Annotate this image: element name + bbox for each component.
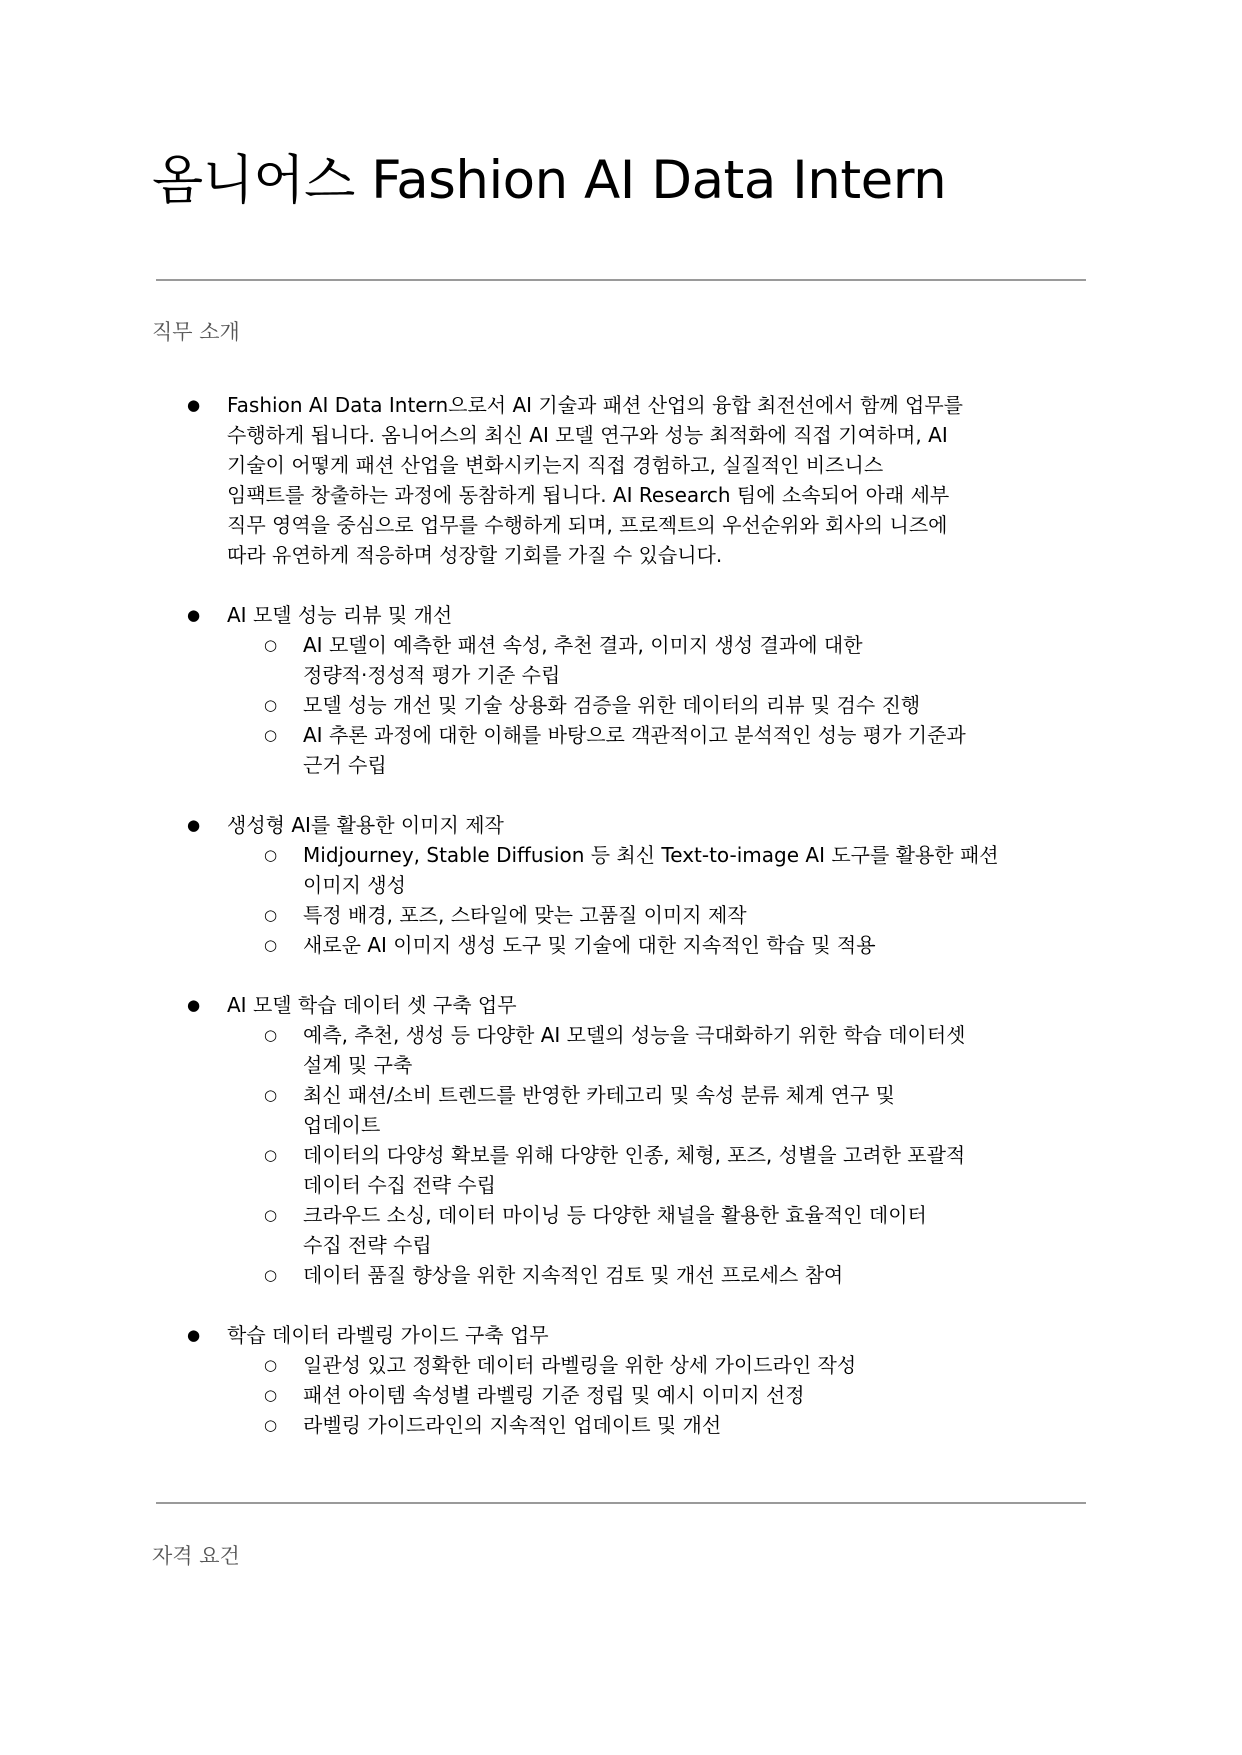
hollow-bullet-icon: ○ xyxy=(264,1206,278,1224)
sub-bullet-text: 새로운 AI 이미지 생성 도구 및 기술에 대한 지속적인 학습 및 적용 xyxy=(303,933,876,957)
sub-bullet-item xyxy=(0,1410,1097,1440)
hollow-bullet-icon: ○ xyxy=(264,846,278,864)
sub-bullet-item xyxy=(0,1380,1097,1410)
hollow-bullet-icon: ○ xyxy=(264,1266,278,1284)
sub-bullet-list xyxy=(227,630,1097,780)
sub-bullet-list xyxy=(227,840,1097,960)
sub-bullet-list xyxy=(227,1020,1097,1290)
sub-bullet-item xyxy=(0,630,1097,690)
sub-bullet-text: 데이터 품질 향상을 위한 지속적인 검토 및 개선 프로세스 참여 xyxy=(303,1263,844,1287)
bullet-text: Fashion AI Data Intern으로서 AI 기술과 패션 산업의 융합 최전선에서 함께 업무를 수행하게 됩니다. 옴니어스의 최신 AI 모델 연구와 성능 최적화에 직접 기여하며, AI 기술이 어떻게 패션 산업을 변화시키는지 직접 경험하고, 실질적인 비즈니스 임팩트를 창출하는 과정에 동참하게 됩니다. AI Research 팀에 소속되어 아래 세부 직무 영역을 중심으로 업무를 수행하게 되며, 프로젝트의 우선순위와 회사의 니즈에 따라 유연하게 적응하며 성장할 기회를 가질 수 있습니다. xyxy=(227,393,963,567)
sub-bullet-text: Midjourney, Stable Diffusion 등 최신 Text-to-image AI 도구를 활용한 패션 이미지 생성 xyxy=(303,843,999,897)
bullet-item xyxy=(0,600,1097,780)
sub-bullet-item xyxy=(0,690,1097,720)
hollow-bullet-icon: ○ xyxy=(264,1416,278,1434)
sub-bullet-text: 특정 배경, 포즈, 스타일에 맞는 고품질 이미지 제작 xyxy=(303,903,747,927)
horizontal-divider-top xyxy=(156,279,1086,281)
sub-bullet-item xyxy=(0,1080,1097,1140)
sub-bullet-item xyxy=(0,1350,1097,1380)
bullet-text: 생성형 AI를 활용한 이미지 제작 xyxy=(227,813,504,837)
horizontal-divider-bottom xyxy=(156,1502,1086,1504)
hollow-bullet-icon: ○ xyxy=(264,1026,278,1044)
section-heading-job-intro: 직무 소개 xyxy=(152,320,240,344)
sub-bullet-text: 패션 아이템 속성별 라벨링 기준 정립 및 예시 이미지 선정 xyxy=(303,1383,805,1407)
hollow-bullet-icon: ○ xyxy=(264,1356,278,1374)
hollow-bullet-icon: ○ xyxy=(264,726,278,744)
bullet-item xyxy=(0,1320,1097,1440)
filled-bullet-icon: ● xyxy=(187,816,201,834)
page-title: 옴니어스 Fashion AI Data Intern xyxy=(152,150,947,211)
bullet-text: 학습 데이터 라벨링 가이드 구축 업무 xyxy=(227,1323,549,1347)
section-heading-requirements: 자격 요건 xyxy=(152,1544,240,1568)
sub-bullet-text: AI 추론 과정에 대한 이해를 바탕으로 객관적이고 분석적인 성능 평가 기준과 근거 수립 xyxy=(303,723,966,777)
hollow-bullet-icon: ○ xyxy=(264,696,278,714)
job-intro-list xyxy=(0,390,1242,1470)
sub-bullet-item xyxy=(0,840,1097,900)
hollow-bullet-icon: ○ xyxy=(264,906,278,924)
sub-bullet-item xyxy=(0,900,1097,930)
filled-bullet-icon: ● xyxy=(187,396,201,414)
sub-bullet-text: AI 모델이 예측한 패션 속성, 추천 결과, 이미지 생성 결과에 대한 정량적·정성적 평가 기준 수립 xyxy=(303,633,863,687)
sub-bullet-item xyxy=(0,1020,1097,1080)
filled-bullet-icon: ● xyxy=(187,606,201,624)
sub-bullet-text: 모델 성능 개선 및 기술 상용화 검증을 위한 데이터의 리뷰 및 검수 진행 xyxy=(303,693,921,717)
sub-bullet-text: 일관성 있고 정확한 데이터 라벨링을 위한 상세 가이드라인 작성 xyxy=(303,1353,857,1377)
sub-bullet-item xyxy=(0,1200,1097,1260)
filled-bullet-icon: ● xyxy=(187,996,201,1014)
bullet-text: AI 모델 학습 데이터 셋 구축 업무 xyxy=(227,993,517,1017)
bullet-item xyxy=(0,990,1097,1290)
bullet-item xyxy=(0,390,1097,570)
sub-bullet-item xyxy=(0,930,1097,960)
hollow-bullet-icon: ○ xyxy=(264,1086,278,1104)
sub-bullet-item xyxy=(0,1140,1097,1200)
sub-bullet-list xyxy=(227,1350,1097,1440)
bullet-text: AI 모델 성능 리뷰 및 개선 xyxy=(227,603,453,627)
bullet-item xyxy=(0,810,1097,960)
hollow-bullet-icon: ○ xyxy=(264,1386,278,1404)
sub-bullet-text: 예측, 추천, 생성 등 다양한 AI 모델의 성능을 극대화하기 위한 학습 데이터셋 설계 및 구축 xyxy=(303,1023,966,1077)
hollow-bullet-icon: ○ xyxy=(264,1146,278,1164)
sub-bullet-text: 라벨링 가이드라인의 지속적인 업데이트 및 개선 xyxy=(303,1413,722,1437)
hollow-bullet-icon: ○ xyxy=(264,936,278,954)
sub-bullet-text: 최신 패션/소비 트렌드를 반영한 카테고리 및 속성 분류 체계 연구 및 업데이트 xyxy=(303,1083,895,1137)
hollow-bullet-icon: ○ xyxy=(264,636,278,654)
sub-bullet-item xyxy=(0,720,1097,780)
sub-bullet-item xyxy=(0,1260,1097,1290)
sub-bullet-text: 크라우드 소싱, 데이터 마이닝 등 다양한 채널을 활용한 효율적인 데이터 수집 전략 수립 xyxy=(303,1203,927,1257)
sub-bullet-text: 데이터의 다양성 확보를 위해 다양한 인종, 체형, 포즈, 성별을 고려한 포괄적 데이터 수집 전략 수립 xyxy=(303,1143,966,1197)
filled-bullet-icon: ● xyxy=(187,1326,201,1344)
